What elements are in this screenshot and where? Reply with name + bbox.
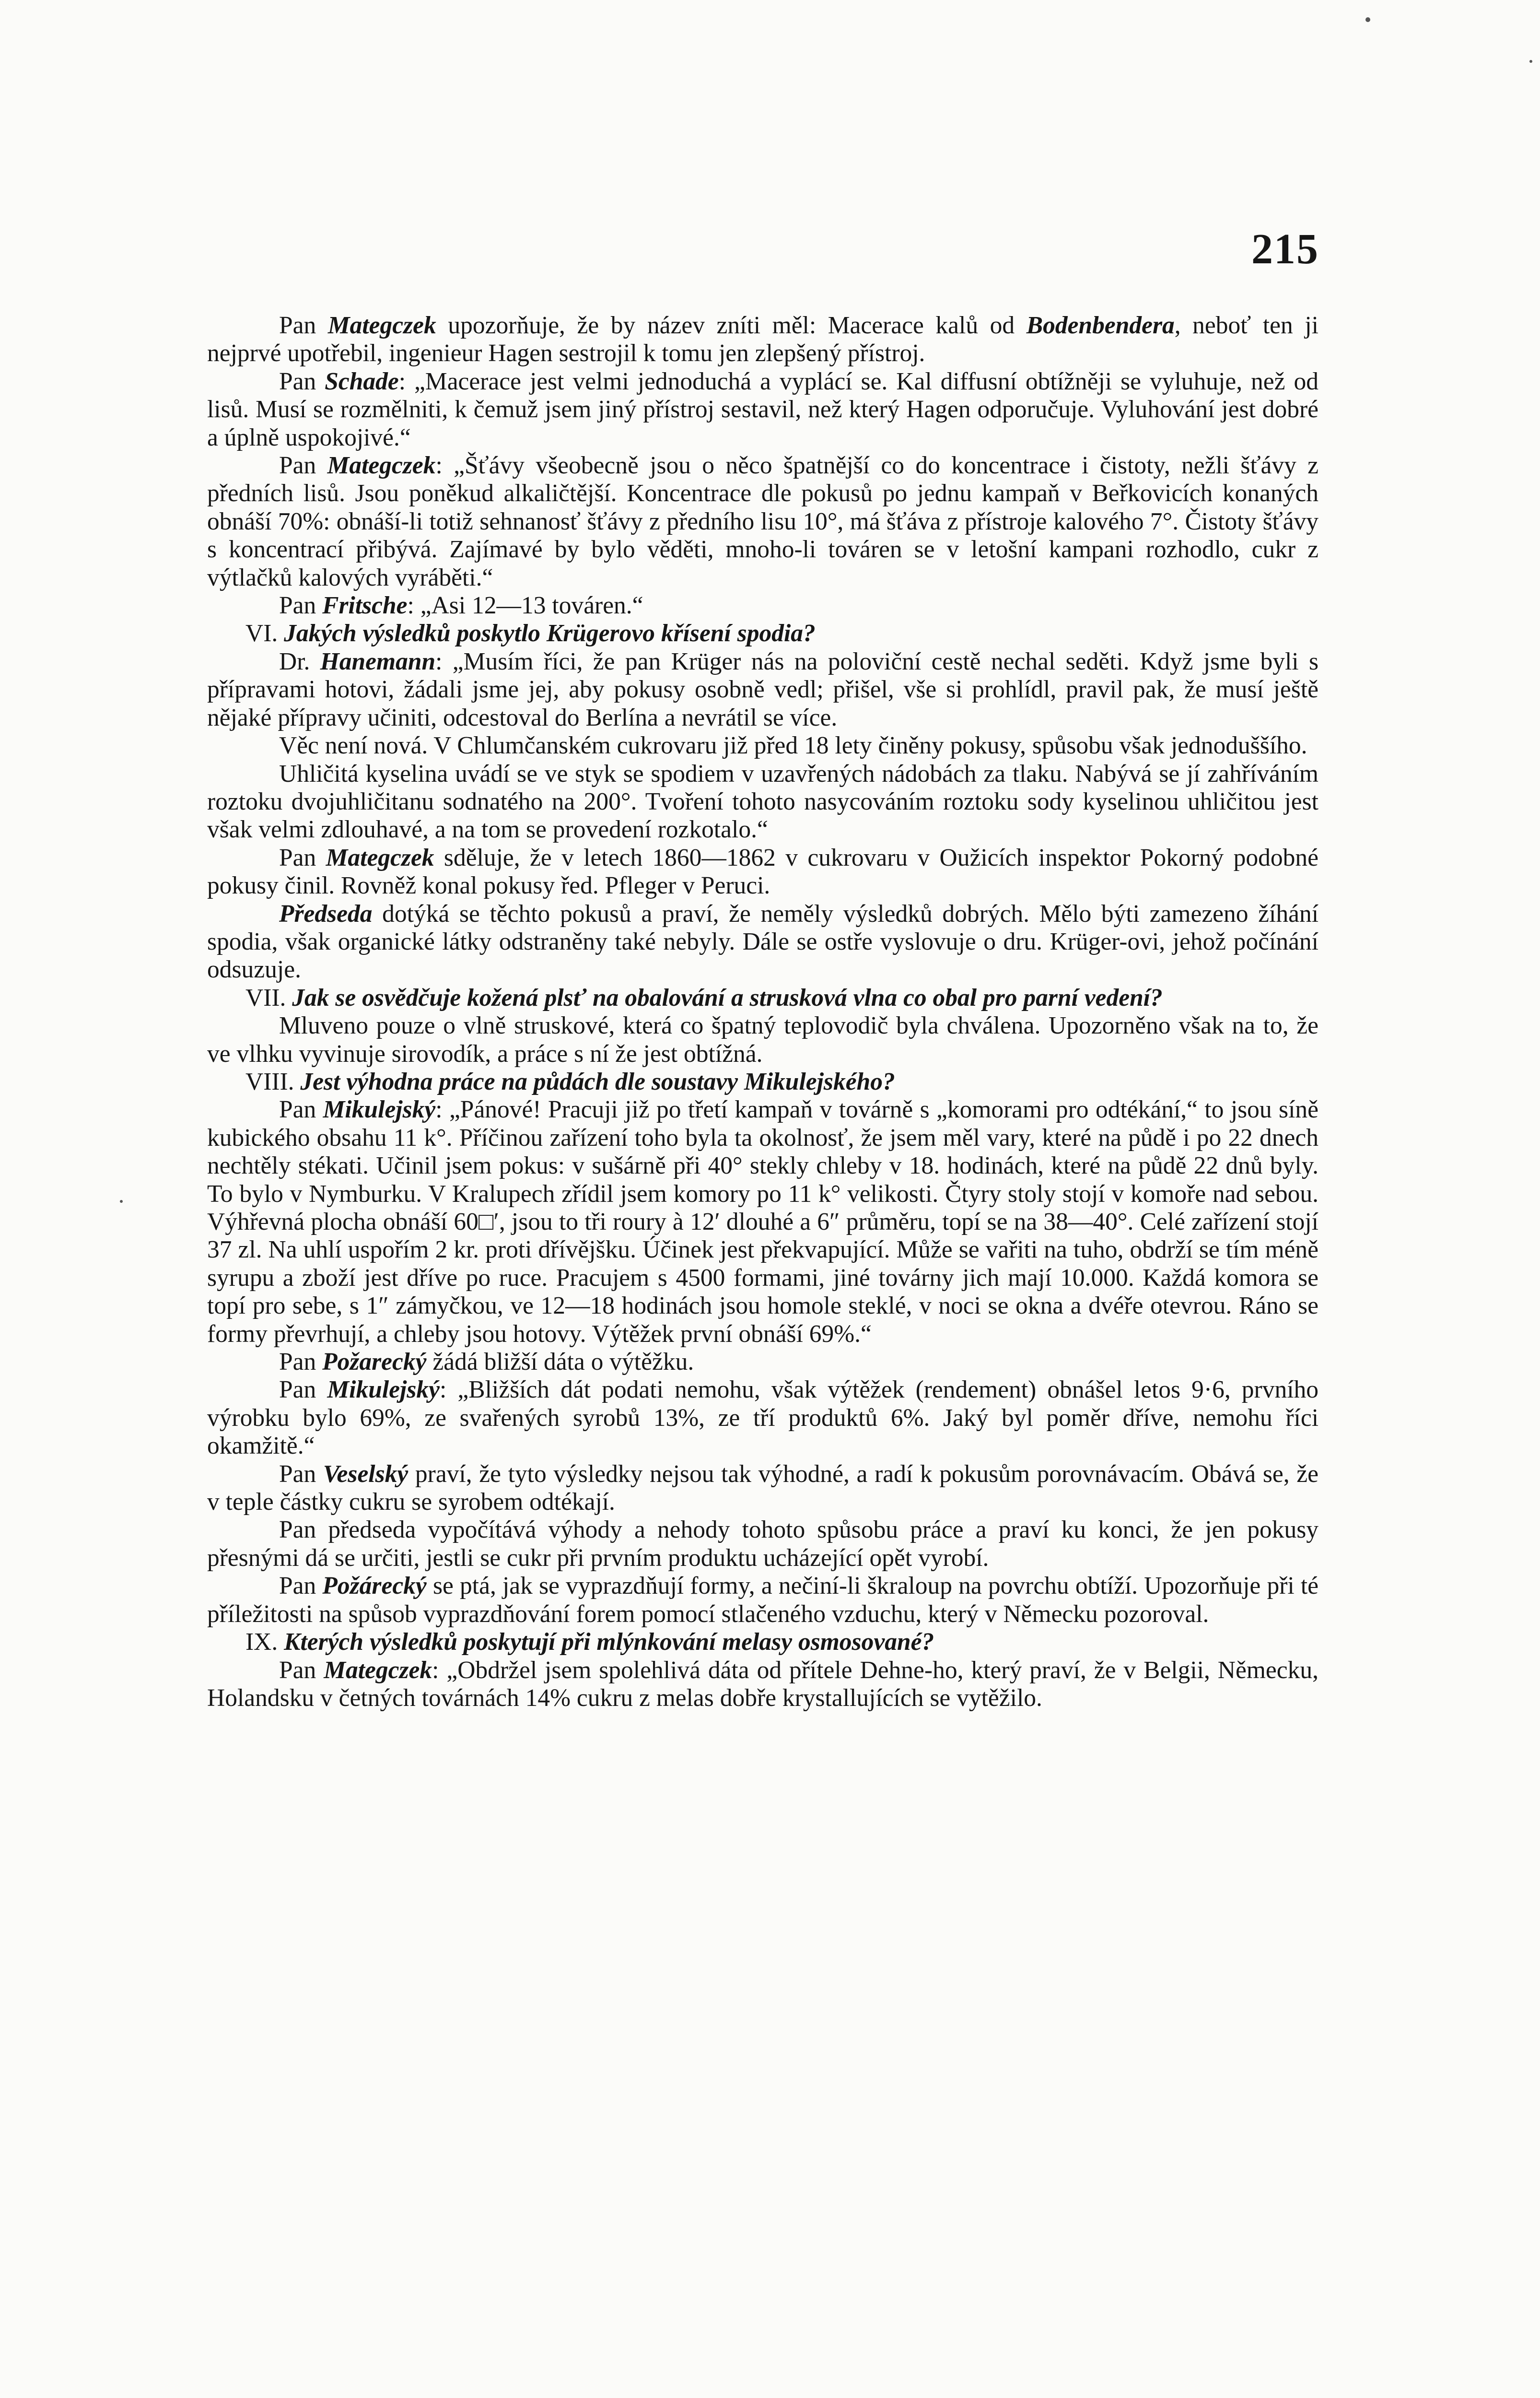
section-question: Jak se osvědčuje kožená plsť na obalování a strusková vlna co obal pro parní vedení? bbox=[292, 984, 1163, 1011]
section-question: Kterých výsledků poskytují při mlýnkování melasy osmosované? bbox=[284, 1628, 934, 1656]
paragraph: Pan Schade: „Macerace jest velmi jednoduchá a vyplácí se. Kal diffusní obtížněji se vyluhuje, než od lisů. Musí se rozmělniti, k čemuž jsem jiný přístroj sestavil, než který Hagen odporučuje. Vyluhování jest dobré a úplně uspokojivé.“ bbox=[207, 367, 1319, 451]
paragraph: Pan Mategczek: „Obdržel jsem spolehlivá dáta od přítele Dehne-ho, který praví, že v Belgii, Německu, Holandsku v četných továrnách 14% cukru z melas dobře krystallujících se vytěžilo. bbox=[207, 1656, 1318, 1712]
scan-speck bbox=[120, 1200, 123, 1203]
paragraph: Mluveno pouze o vlně struskové, která co špatný teplovodič byla chválena. Upozorněno však na to, že ve vlhku vyvinuje sirovodík, a práce s ní že jest obtížná. bbox=[207, 1012, 1318, 1068]
section-question: Jakých výsledků poskytlo Krügerovo křísení spodia? bbox=[284, 620, 816, 647]
speaker-name: Mategczek bbox=[327, 452, 436, 480]
paragraph: Dr. Hanemann: „Musím říci, že pan Krüger nás na poloviční cestě nechal seděti. Když jsme byli s přípravami hotovi, žádali jsme jej, aby pokusy osobně vedl; přišel, vše si prohlídl, pravil pak, že musí ještě nějaké přípravy učiniti, odcestoval do Berlína a nevrátil se více. bbox=[207, 647, 1318, 731]
paragraph: Pan předseda vypočítává výhody a nehody tohoto spůsobu práce a praví ku konci, že jen pokusy přesnými dá se určiti, jestli se cukr při prvním produktu ucházející opět vyrobí. bbox=[207, 1516, 1318, 1572]
speaker-name: Hanemann bbox=[320, 647, 436, 675]
paragraph: Pan Fritsche: „Asi 12—13 továren.“ bbox=[279, 592, 643, 620]
speaker-name: Mategczek bbox=[326, 844, 434, 871]
paragraph: Pan Mikulejský: „Pánové! Pracuji již po třetí kampaň v továrně s „komorami pro odtékání,“ to jsou síně kubického obsahu 11 k°. Příčinou zařízení toho byla ta okolnosť, že jsem měl vary, které na půdě i po 22 dnech nechtěly stékati. Učinil jsem pokus: v sušárně při 40° stekly chleby v 18. hodinách, které na půdě 22 dnů byly. To bylo v Nymburku. V Kralupech zřídil jsem komory po 11 k° velikosti. Čtyry stoly stojí v komoře nad sebou. Výhřevná plocha obnáší 60□′, jsou to tři roury à 12′ dlouhé a 6″ průměru, topí se na 38—40°. Celé zařízení stojí 37 zl. Na uhlí uspořím 2 kr. proti dřívějšku. Účinek jest překvapující. Může se vařiti na tuho, obdrží se tím méně syrupu a zboží jest dříve po ruce. Pracujem s 4500 formami, jiné továrny jich mají 10.000. Každá komora se topí pro sebe, s 1″ zámyčkou, ve 12—18 hodinách jsou homole steklé, v noci se okna a dvéře otevrou. Ráno se formy převrhují, a chleby jsou hotovy. Výtěžek první obnáší 69%.“ bbox=[207, 1096, 1319, 1348]
body-text bbox=[207, 312, 1318, 1712]
paragraph: Pan Mategczek: „Šťávy všeobecně jsou o něco špatnější co do koncentrace i čistoty, nežli šťávy z předních lisů. Jsou poněkud alkaličtější. Koncentrace dle pokusů po jednu kampaň v Beřkovicích konaných obnáší 70%: obnáší-li totiž sehnanosť šťávy z předního lisu 10°, má šťáva z přístroje kalového 7°. Čistoty šťávy s koncentrací přibývá. Zajímavé by bylo věděti, mnoho-li továren se v letošní kampani rozhodlo, cukr z výtlačků kalových vyráběti.“ bbox=[207, 452, 1319, 591]
page-number: 215 bbox=[1251, 225, 1319, 273]
paragraph: Pan Mategczek upozorňuje, že by název zníti měl: Macerace kalů od Bodenbendera, neboť ten ji nejprvé upotřebil, ingenieur Hagen sestrojil k tomu jen zlepšený přístroj. bbox=[207, 312, 1318, 367]
speaker-name: Mategczek bbox=[327, 312, 436, 339]
paragraph: Pan Mikulejský: „Bližších dát podati nemohu, však výtěžek (rendement) obnášel letos 9·6, prvního výrobku bylo 69%, ze svařených syrobů 13%, ze tří produktů 6%. Jaký byl poměr dříve, nemohu říci okamžitě.“ bbox=[207, 1376, 1319, 1460]
section-heading: VIII. Jest výhodna práce na půdách dle soustavy Mikulejského? bbox=[245, 1068, 895, 1095]
paragraph: Věc není nová. V Chlumčanském cukrovaru již před 18 lety činěny pokusy, spůsobu však jednoduššího. bbox=[279, 732, 1307, 760]
paragraph: Pan Požárecký se ptá, jak se vyprazdňují formy, a nečiní-li škraloup na povrchu obtíží. Upozorňuje při té příležitosti na spůsob vyprazdňování forem pomocí stlačeného vzduchu, který v Německu pozoroval. bbox=[207, 1572, 1318, 1628]
paragraph: Uhličitá kyselina uvádí se ve styk se spodiem v uzavřených nádobách za tlaku. Nabývá se jí zahříváním roztoku dvojuhličitanu sodnatého na 200°. Tvoření tohoto nasycováním roztoku sody kyselinou uhličitou jest však velmi zdlouhavé, a na tom se provedení rozkotalo.“ bbox=[207, 760, 1318, 844]
section-question: Jest výhodna práce na půdách dle soustavy Mikulejského? bbox=[300, 1068, 895, 1095]
speaker-name: Schade bbox=[325, 367, 399, 395]
speaker-name: Mategczek bbox=[324, 1656, 432, 1684]
speaker-name: Požarecký bbox=[322, 1348, 427, 1376]
paragraph: Pan Mategczek sděluje, že v letech 1860—1862 v cukrovaru v Oužicích inspektor Pokorný podobné pokusy činil. Rovněž konal pokusy řed. Pfleger v Peruci. bbox=[207, 844, 1319, 900]
speaker-name: Fritsche bbox=[322, 592, 408, 620]
paragraph: Předseda dotýká se těchto pokusů a praví, že neměly výsledků dobrých. Mělo býti zamezeno žíhání spodia, však organické látky odstraněny také nebyly. Dále se ostře vyslovuje o dru. Krüger-ovi, jehož počínání odsuzuje. bbox=[207, 900, 1318, 984]
speaker-name: Mikulejský bbox=[323, 1096, 436, 1124]
speaker-name: Veselský bbox=[323, 1460, 408, 1488]
speaker-name: Mikulejský bbox=[327, 1376, 440, 1404]
speaker-name: Předseda bbox=[279, 900, 373, 928]
scan-speck bbox=[1365, 17, 1370, 22]
paragraph: Pan Požarecký žádá bližší dáta o výtěžku. bbox=[279, 1348, 694, 1376]
speaker-name: Požárecký bbox=[322, 1572, 427, 1600]
section-heading: VII. Jak se osvědčuje kožená plsť na obalování a strusková vlna co obal pro parní vedení? bbox=[245, 984, 1163, 1011]
speaker-name: Bodenbendera bbox=[1026, 312, 1175, 339]
section-heading: VI. Jakých výsledků poskytlo Krügerovo křísení spodia? bbox=[245, 620, 816, 647]
paragraph: Pan Veselský praví, že tyto výsledky nejsou tak výhodné, a radí k pokusům porovnávacím. Obává se, že v teple částky cukru se syrobem odtékají. bbox=[207, 1460, 1319, 1516]
section-heading: IX. Kterých výsledků poskytují při mlýnkování melasy osmosované? bbox=[245, 1628, 934, 1656]
scan-speck bbox=[1529, 60, 1532, 63]
